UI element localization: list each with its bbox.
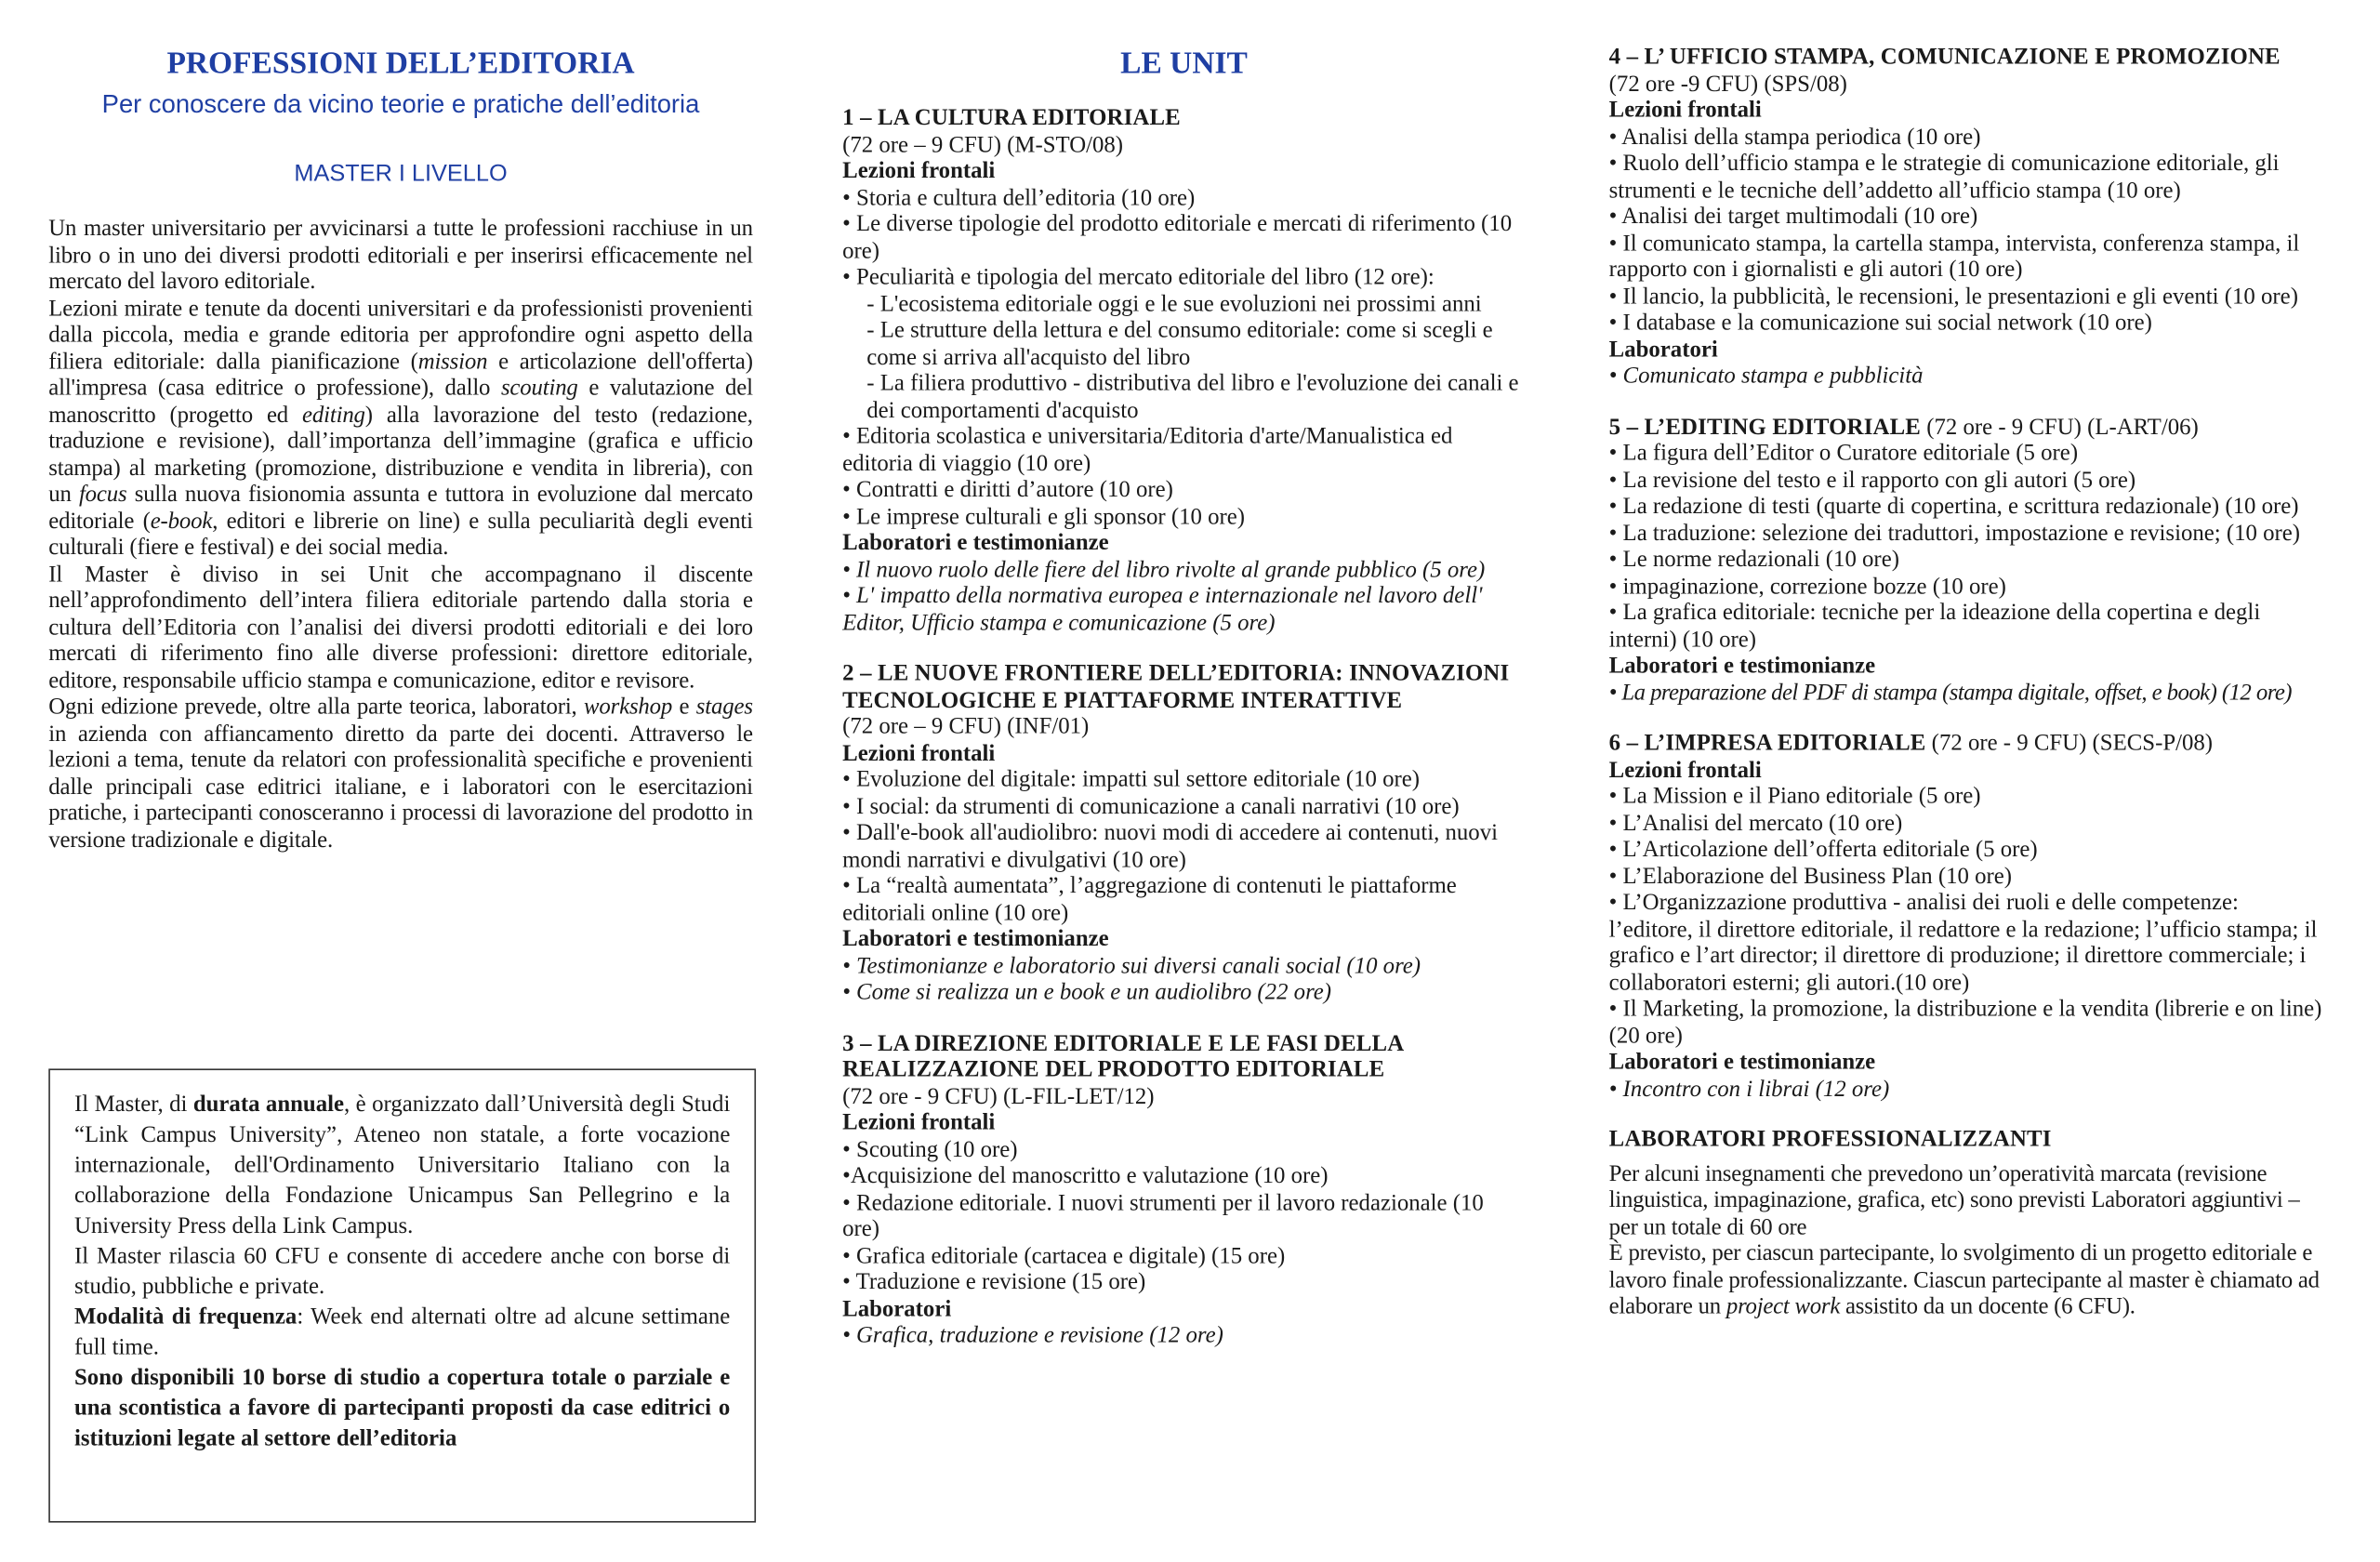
sub-list-item: - La filiera produttivo - distributiva del libro e l'evoluzione dei canali e dei comportamenti d'acquisto: [866, 370, 1519, 423]
lab-item: • Testimonianze e laboratorio sui diversi canali social (10 ore): [842, 952, 1421, 979]
text-span: assistito da un docente (6 CFU).: [1840, 1293, 2135, 1319]
labs-heading: Laboratori e testimonianze: [1608, 653, 1876, 679]
bold-term: Sono disponibili 10 borse di studio a copertura totale o parziale e una scontistica a favore di partecipanti proposti da case editrici o istituzioni legate al settore dell’editoria: [74, 1364, 731, 1451]
list-item: • I social: da strumenti di comunicazione a canali narrativi (10 ore): [842, 793, 1460, 819]
units-heading: LE UNIT: [1120, 46, 1248, 81]
intro-paragraph-2: [48, 296, 753, 562]
sub-list-item: - L'ecosistema editoriale oggi e le sue evoluzioni nei prossimi anni: [866, 290, 1482, 317]
list-item: • Il comunicato stampa, la cartella stampa, intervista, conferenza stampa, il rapporto con i giornalisti e gli autori (10 ore): [1608, 230, 2300, 283]
text-span: Ogni edizione prevede, oltre alla parte teorica, laboratori,: [48, 694, 585, 720]
lab-item: • Il nuovo ruolo delle fiere del libro rivolte al grande pubblico (5 ore): [842, 556, 1486, 583]
italic-term: mission: [417, 348, 488, 375]
italic-term: workshop: [584, 694, 673, 720]
intro-paragraph-1: Un master universitario per avvicinarsi a tutte le professioni racchiuse in un libro o in uno dei diversi prodotti editoriali e per inserirsi efficacemente nel mercato del lavoro editoriale.: [48, 215, 753, 295]
unit-meta: (72 ore – 9 CFU) (INF/01): [842, 713, 1090, 740]
text-span: È previsto, per ciascun partecipante, lo svolgimento di un progetto editoriale e lavoro finale professionalizzante. Ciascun partecipante al master è chiamato ad elaborare un: [1608, 1239, 2320, 1319]
intro-paragraph-4: [48, 694, 753, 853]
unit-1: [842, 105, 1526, 636]
left-column: [48, 0, 753, 854]
text-span: , è organizzato dall’Università degli Studi “Link Campus University”, Ateneo non statale, a forte vocazione internazionale, dell'Ordinamento Universitario Italiano con la collaborazione della Fondazione Unicampus San Pellegrino e la University Press della Link Campus.: [74, 1091, 731, 1239]
unit-title: 3 – LA DIREZIONE EDITORIALE E LE FASI DELLA REALIZZAZIONE DEL PRODOTTO EDITORIALE: [842, 1029, 1403, 1083]
italic-term: e-book: [150, 508, 213, 534]
italic-term: project work: [1726, 1293, 1841, 1319]
lessons-heading: Lezioni frontali: [842, 739, 996, 766]
list-item: • Il Marketing, la promozione, la distribuzione e la vendita (librerie e on line) (20 ore): [1608, 996, 2322, 1049]
labs-heading: Laboratori: [842, 1295, 952, 1322]
list-item: • I database e la comunicazione sui social network (10 ore): [1608, 310, 2152, 336]
text-span: Il Master, di: [74, 1091, 193, 1118]
list-item: • Scouting (10 ore): [842, 1136, 1018, 1162]
box-paragraph-3: [74, 1303, 730, 1363]
unit-meta: (72 ore - 9 CFU) (L-FIL-LET/12): [842, 1082, 1155, 1109]
lab-item: • Come si realizza un e book e un audiolibro (22 ore): [842, 979, 1332, 1005]
list-item: • Analisi della stampa periodica (10 ore): [1608, 124, 1981, 150]
list-item: • Le norme redazionali (10 ore): [1608, 546, 1899, 573]
text-span: e valutazione del manoscritto (progetto ed: [48, 375, 753, 428]
list-item: • impaginazione, correzione bozze (10 ore): [1608, 573, 2006, 600]
list-item: • La traduzione: selezione dei traduttori, impostazione e revisione; (10 ore): [1608, 520, 2301, 546]
sub-list-item: - Le strutture della lettura e del consumo editoriale: come si scegli e come si arriva all'acquisto del libro: [866, 317, 1493, 370]
unit-meta: (72 ore - 9 CFU) (SECS-P/08): [1925, 730, 2214, 757]
list-item: • Analisi dei target multimodali (10 ore): [1608, 203, 1978, 230]
section-title: LABORATORI PROFESSIONALIZZANTI: [1608, 1126, 2052, 1153]
text-span: e: [672, 694, 696, 720]
master-level: MASTER I LIVELLO: [294, 161, 508, 187]
labs-heading: Laboratori: [1608, 336, 1718, 363]
list-item: • Le imprese culturali e gli sponsor (10 ore): [842, 503, 1246, 529]
lessons-heading: Lezioni frontali: [1608, 756, 1762, 783]
paragraph: Per alcuni insegnamenti che prevedono un’operatività marcata (revisione linguistica, impaginazione, grafica, etc) sono previsti Laboratori aggiuntivi – per un totale di 60 ore: [1608, 1160, 2300, 1240]
box-paragraph-2: Il Master rilascia 60 CFU e consente di accedere anche con borse di studio, pubbliche e private.: [74, 1243, 731, 1300]
labs-heading: Laboratori e testimonianze: [1608, 1049, 1876, 1075]
info-box: [48, 1068, 756, 1522]
list-item: • Editoria scolastica e universitaria/Editoria d'arte/Manualistica ed editoria di viaggio (10 ore): [842, 423, 1453, 476]
bold-term: durata annuale: [192, 1091, 345, 1118]
list-item: • Il lancio, la pubblicità, le recensioni, le presentazioni e gli eventi (10 ore): [1608, 283, 2298, 310]
list-item: • Dall'e-book all'audiolibro: nuovi modi di accedere ai contenuti, nuovi mondi narrativi e divulgativi (10 ore): [842, 819, 1498, 872]
list-item: •Acquisizione del manoscritto e valutazione (10 ore): [842, 1162, 1329, 1189]
lab-item: • Incontro con i librai (12 ore): [1608, 1075, 1890, 1102]
lessons-heading: Lezioni frontali: [842, 157, 996, 184]
text-span: , editori e librerie on line) e sulla peculiarità degli eventi culturali (fiere e festival) e dei social media.: [48, 508, 753, 561]
box-paragraph-1: [74, 1090, 730, 1241]
unit-heading-line: [1609, 414, 2322, 441]
list-item: • Redazione editoriale. I nuovi strumenti per il lavoro redazionale (10 ore): [842, 1189, 1484, 1242]
unit-heading-line: [1609, 730, 2322, 757]
list-item: • La Mission e il Piano editoriale (5 ore): [1608, 783, 1981, 810]
list-item: • La figura dell’Editor o Curatore editoriale (5 ore): [1608, 440, 2079, 467]
page-title: PROFESSIONI DELL’EDITORIA: [166, 46, 635, 81]
list-item: • La grafica editoriale: tecniche per la ideazione della copertina e degli interni) (10 ore): [1608, 599, 2261, 653]
italic-term: stages: [695, 694, 753, 720]
list-item: • La “realtà aumentata”, l’aggregazione di contenuti le piattaforme editoriali online (10 ore): [842, 872, 1457, 926]
list-item: • Traduzione e revisione (15 ore): [842, 1268, 1146, 1295]
unit-6: [1609, 730, 2322, 1102]
text-span: in azienda con affiancamento diretto da parte dei docenti. Attraverso le lezioni a tema, tenute da relatori con professionalità specifiche e provenienti dalle principali case editrici italiane, e i laboratori con le esercitazioni pratiche, i partecipanti conosceranno i processi di lavorazione del prodotto in versione tradizionale e digitale.: [48, 720, 753, 853]
lab-item: • L' impatto della normativa europea e internazionale nel lavoro dell' Editor, Ufficio stampa e comunicazione (5 ore): [842, 582, 1483, 636]
lab-item: • Comunicato stampa e pubblicità: [1608, 363, 1924, 389]
text-span: e articolazione dell'offerta) all'impresa (casa editrice o professione), dallo: [48, 348, 753, 402]
middle-column: [842, 0, 1526, 1373]
list-item: • Ruolo dell’ufficio stampa e le strategie di comunicazione editoriale, gli strumenti e le tecniche dell’addetto all’ufficio stampa (10 ore): [1608, 150, 2280, 203]
text-span: sulla nuova fisionomia assunta e tuttora in evoluzione dal mercato editoriale (: [48, 481, 753, 534]
list-item: • L’Organizzazione produttiva - analisi dei ruoli e delle competenze: l’editore, il direttore editoriale, il redattore e la redazione; l’ufficio stampa; il grafico e l’art director; il direttore di produzione; il direttore commerciale; i collaboratori esterni; gli autori.(10 ore): [1608, 889, 2318, 996]
list-item: • La redazione di testi (quarte di copertina, e scrittura redazionale) (10 ore): [1608, 493, 2299, 520]
list-item: • Le diverse tipologie del prodotto editoriale e mercati di riferimento (10 ore): [842, 210, 1513, 264]
unit-3: [842, 1030, 1526, 1349]
text-span: Lezioni mirate e tenute da docenti universitari e da professionisti provenienti dalla piccola, media e grande editoria per approfondire ogni aspetto della filiera editoriale: dalla pianificazione (: [48, 295, 753, 375]
lab-item: • La preparazione del PDF di stampa (stampa digitale, offset, e book) (12 ore): [1608, 679, 2292, 706]
unit-meta: (72 ore – 9 CFU) (M-STO/08): [842, 131, 1124, 157]
unit-meta: (72 ore - 9 CFU) (L-ART/06): [1921, 413, 2199, 440]
list-item: • L’Elaborazione del Business Plan (10 ore): [1608, 863, 2013, 889]
paragraph: [1609, 1240, 2322, 1320]
unit-title: 2 – LE NUOVE FRONTIERE DELL’EDITORIA: INNOVAZIONI TECNOLOGICHE E PIATTAFORME INTERATTIVE: [842, 660, 1510, 713]
labs-heading: Laboratori e testimonianze: [842, 529, 1109, 556]
right-column: [1609, 0, 2322, 1344]
italic-term: focus: [78, 481, 127, 508]
page-subtitle: Per conoscere da vicino teorie e pratiche dell’editoria: [101, 89, 700, 119]
lab-item: • Grafica, traduzione e revisione (12 ore): [842, 1322, 1223, 1348]
list-item: • Contratti e diritti d’autore (10 ore): [842, 476, 1173, 503]
list-item: • L’Analisi del mercato (10 ore): [1608, 810, 1903, 836]
list-item: • L’Articolazione dell’offerta editoriale (5 ore): [1608, 836, 2038, 863]
list-item: • La revisione del testo e il rapporto con gli autori (5 ore): [1608, 467, 2136, 493]
intro-paragraph-3: Il Master è diviso in sei Unit che accompagnano il discente nell’approfondimento dell’intera filiera editoriale partendo dalla storia e cultura dell’Editoria con l’analisi dei diversi prodotti editoriali e dei loro mercati di riferimento fino alle diverse professioni: direttore editoriale, editore, responsabile ufficio stampa e comunicazione, editor e revisore.: [48, 561, 753, 694]
unit-title: 1 – LA CULTURA EDITORIALE: [842, 104, 1181, 131]
lessons-heading: Lezioni frontali: [1608, 97, 1762, 124]
text-span: ) alla lavorazione del testo (redazione, traduzione e revisione), dall’importanza dell’immagine (grafica e ufficio stampa) al marketing (promozione, distribuzione e vendita in libreria), con un: [48, 401, 753, 508]
box-paragraph-4: [74, 1363, 730, 1454]
bold-term: Modalità di frequenza: [74, 1304, 298, 1330]
unit-4: [1609, 44, 2322, 389]
lessons-heading: Lezioni frontali: [842, 1109, 996, 1136]
italic-term: editing: [302, 401, 365, 428]
list-item: • Storia e cultura dell’editoria (10 ore): [842, 184, 1196, 211]
list-item: • Grafica editoriale (cartacea e digitale) (15 ore): [842, 1242, 1286, 1269]
unit-2: [842, 660, 1526, 1005]
professional-labs: [1609, 1126, 2322, 1319]
unit-5: [1609, 414, 2322, 706]
italic-term: scouting: [500, 375, 578, 402]
intro-text: [48, 216, 753, 854]
unit-title: 4 – L’ UFFICIO STAMPA, COMUNICAZIONE E PROMOZIONE: [1608, 44, 2281, 71]
list-item: • Evoluzione del digitale: impatti sul settore editoriale (10 ore): [842, 766, 1421, 793]
unit-meta: (72 ore -9 CFU) (SPS/08): [1608, 70, 1847, 97]
labs-heading: Laboratori e testimonianze: [842, 925, 1109, 952]
text-span: : Week end alternati oltre ad alcune settimane full time.: [74, 1304, 731, 1360]
list-item: • Peculiarità e tipologia del mercato editoriale del libro (12 ore):: [842, 264, 1435, 290]
unit-title: 5 – L’EDITING EDITORIALE: [1608, 413, 1922, 440]
unit-title: 6 – L’IMPRESA EDITORIALE: [1608, 730, 1926, 757]
